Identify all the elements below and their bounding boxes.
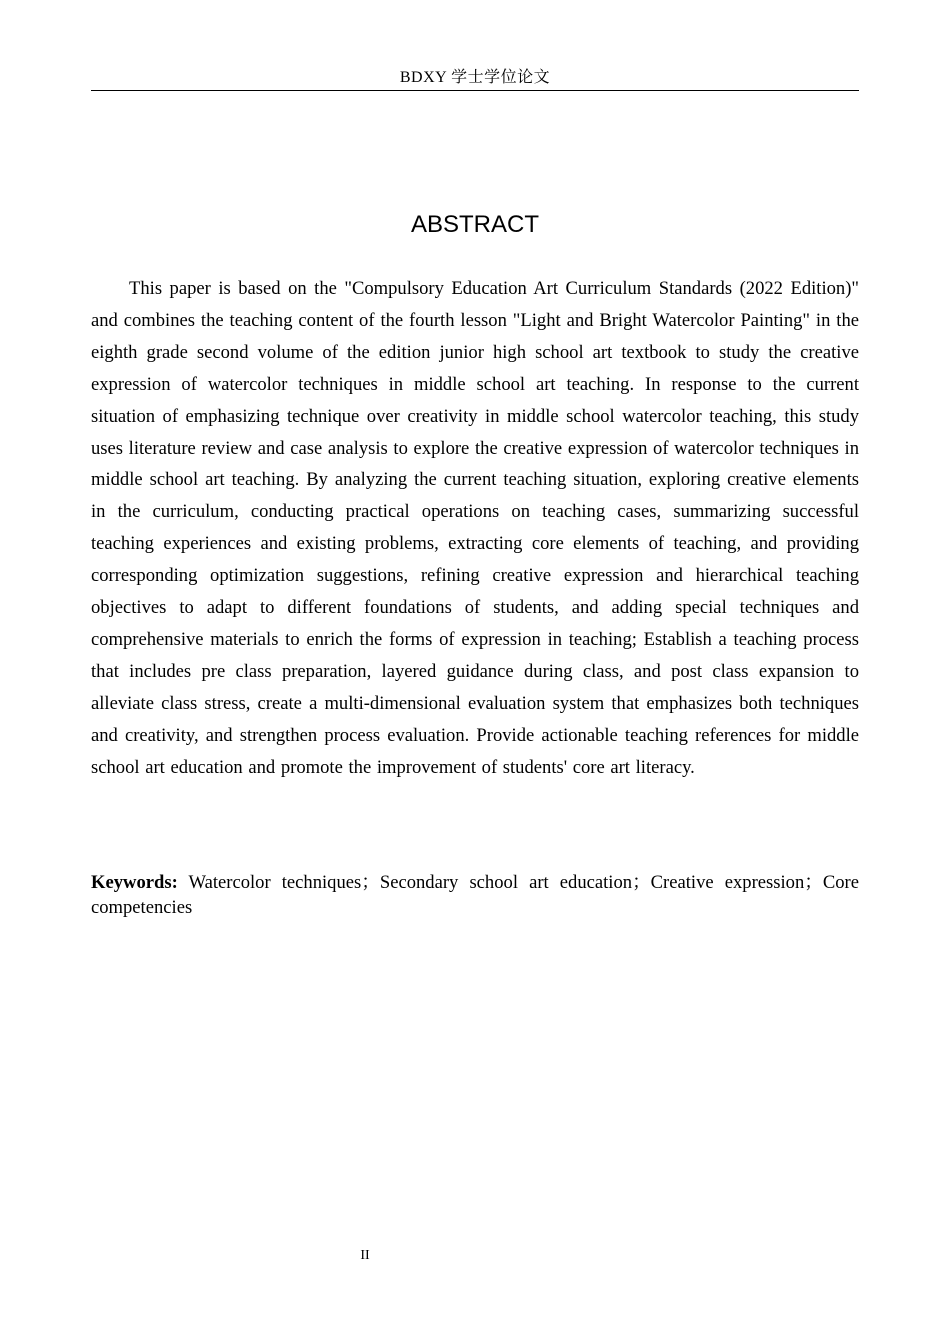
page-number: II	[360, 1248, 370, 1263]
header-divider	[91, 90, 859, 91]
keywords-text: Watercolor techniques；Secondary school art education；Creative expression；Core competencies	[91, 872, 859, 918]
keywords-label: Keywords:	[91, 872, 178, 893]
abstract-title: ABSTRACT	[410, 211, 539, 238]
running-header: BDXY 学士学位论文	[399, 69, 551, 86]
keywords-section	[91, 870, 859, 920]
abstract-body: This paper is based on the "Compulsory Education Art Curriculum Standards (2022 Edition)" and combines the teaching content of the fourth lesson "Light and Bright Watercolor Painting" in the eighth grade second volume of the edition junior high school art textbook to study the creative expression of watercolor techniques in middle school art teaching. In response to the current situation of emphasizing technique over creativity in middle school watercolor teaching, this study uses literature review and case analysis to explore the creative expression of watercolor techniques in middle school art teaching. By analyzing the current teaching situation, exploring creative elements in the curriculum, conducting practical operations on teaching cases, summarizing successful teaching experiences and existing problems, extracting core elements of teaching, and providing corresponding optimization suggestions, refining creative expression and hierarchical teaching objectives to adapt to different foundations of students, and adding special techniques and comprehensive materials to enrich the forms of expression in teaching; Establish a teaching process that includes pre class preparation, layered guidance during class, and post class expansion to alleviate class stress, create a multi-dimensional evaluation system that emphasizes both techniques and creativity, and strengthen process evaluation. Provide actionable teaching references for middle school art education and promote the improvement of students' core art literacy.	[91, 278, 859, 778]
